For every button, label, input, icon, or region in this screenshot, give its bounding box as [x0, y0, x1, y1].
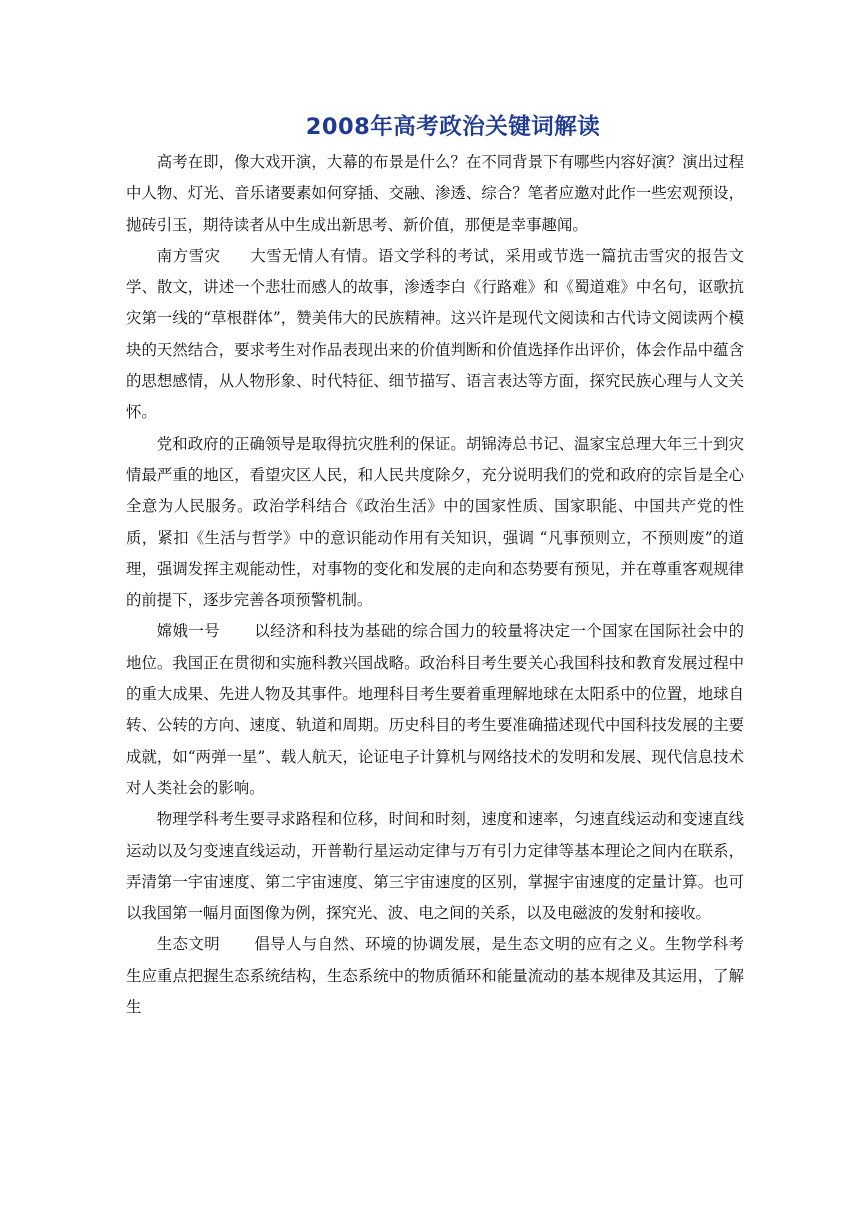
- paragraph-text: 以经济和科技为基础的综合国力的较量将决定一个国家在国际社会中的地位。我国正在贯彻和实施科教兴国战略。政治科目考生要关心我国科技和教育发展过程中的重大成果、先进人物及其事件。地理科目考生要着重理解地球在太阳系中的位置，地球自转、公转的方向、速度、轨道和周期。历史科目的考生要准确描述现代中国科技发展的主要成就，如“两弹一星”、载人航天，论证电子计算机与网络技术的发明和发展、现代信息技术对人类社会的影响。: [126, 622, 744, 797]
- paragraph-text: 物理学科考生要寻求路程和位移，时间和时刻，速度和速率，匀速直线运动和变速直线运动以及匀变速直线运动，开普勒行星运动定律与万有引力定律等基本理论之间内在联系，弄清第一宇宙速度、第二宇宙速度、第三宇宙速度的区别，掌握宇宙速度的定量计算。也可以我国第一幅月面图像为例，探究光、波、电之间的关系，以及电磁波的发射和接收。: [126, 810, 744, 923]
- paragraph-change-1: [126, 616, 744, 804]
- paragraph-ecology: [126, 929, 744, 1023]
- paragraph-physics: [126, 804, 744, 929]
- document-body: [126, 147, 744, 1023]
- paragraph-keyword: 生态文明: [156, 935, 221, 954]
- paragraph-keyword: 南方雪灾: [156, 246, 221, 265]
- paragraph-snow-disaster: [126, 241, 744, 429]
- paragraph-intro: [126, 147, 744, 241]
- paragraph-party-leadership: [126, 429, 744, 617]
- paragraph-text: 倡导人与自然、环境的协调发展，是生态文明的应有之义。生物学科考生应重点把握生态系统结构，生态系统中的物质循环和能量流动的基本规律及其运用，了解生: [126, 935, 744, 1017]
- paragraph-text: 党和政府的正确领导是取得抗灾胜利的保证。胡锦涛总书记、温家宝总理大年三十到灾情最严重的地区，看望灾区人民，和人民共度除夕，充分说明我们的党和政府的宗旨是全心全意为人民服务。政治学科结合《政治生活》中的国家性质、国家职能、中国共产党的性质，紧扣《生活与哲学》中的意识能动作用有关知识，强调 “凡事预则立，不预则废”的道理，强调发挥主观能动性，对事物的变化和发展的走向和态势要有预见，并在尊重客观规律的前提下，逐步完善各项预警机制。: [126, 434, 744, 610]
- paragraph-text: 高考在即，像大戏开演，大幕的布景是什么？在不同背景下有哪些内容好演？演出过程中人物、灯光、音乐诸要素如何穿插、交融、渗透、综合？笔者应邀对此作一些宏观预设，抛砖引玉，期待读者从中生成出新思考、新价值，那便是幸事趣闻。: [126, 153, 744, 234]
- paragraph-text: 大雪无情人有情。语文学科的考试，采用或节选一篇抗击雪灾的报告文学、散文，讲述一个悲壮而感人的故事，渗透李白《行路难》和《蜀道难》中名句，讴歌抗灾第一线的“草根群体”，赞美伟大的民族精神。这兴许是现代文阅读和古代诗文阅读两个模块的天然结合，要求考生对作品表现出来的价值判断和价值选择作出评价，体会作品中蕴含的思想感情，从人物形象、时代特征、细节描写、语言表达等方面，探究民族心理与人文关怀。: [126, 246, 744, 422]
- document-title: 2008年高考政治关键词解读: [305, 114, 601, 140]
- paragraph-keyword: 嫦娥一号: [156, 622, 221, 641]
